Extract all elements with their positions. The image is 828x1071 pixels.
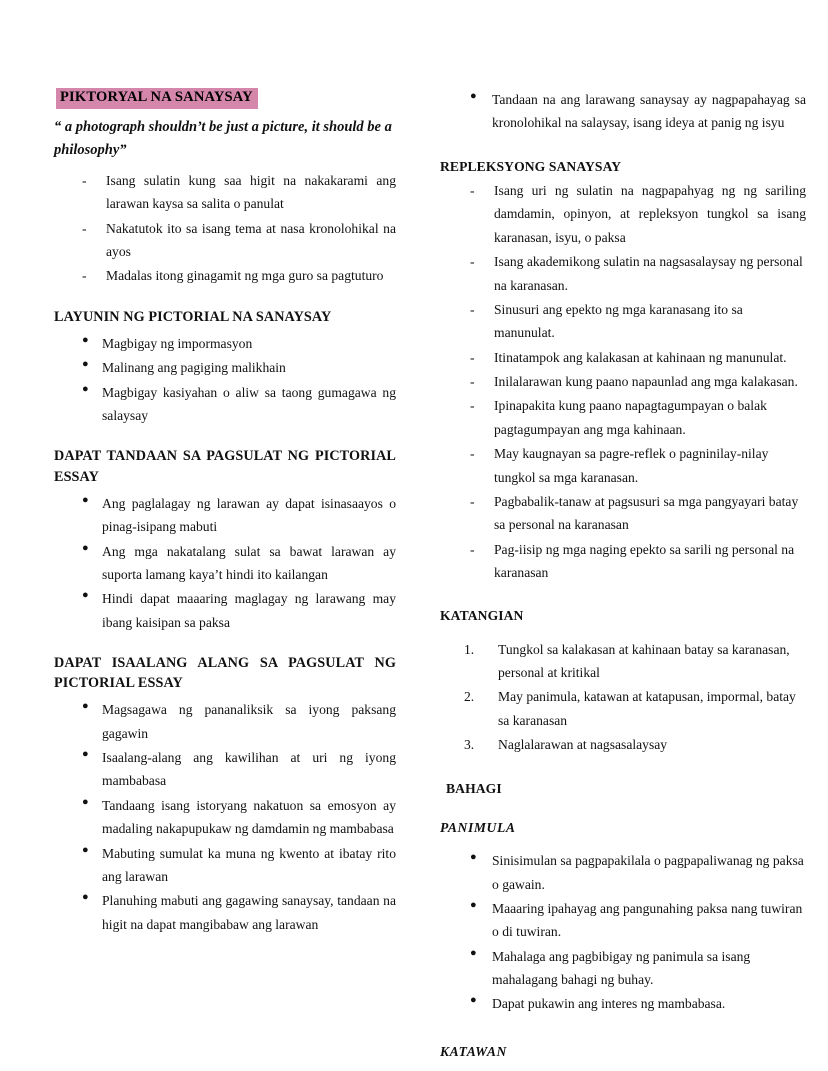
bullet-dot-icon: ● (82, 748, 89, 761)
list-item (54, 587, 396, 634)
bullet-dot-icon: ● (470, 994, 477, 1007)
layunin-bullet-list (54, 332, 396, 428)
dash-marker: - (470, 301, 475, 317)
katangian-numbered-list (440, 638, 806, 757)
list-item-text: Malinang ang pagiging malikhain (102, 360, 286, 376)
list-item (54, 381, 396, 428)
list-item (54, 842, 396, 889)
list-item (54, 492, 396, 539)
list-item-text: Mahalaga ang pagbibigay ng panimula sa isang mahalagang bahagi ng buhay. (492, 948, 751, 988)
bullet-dot-icon: ● (82, 333, 89, 346)
list-item-text: Nakatutok ito sa isang tema at nasa kronolohikal na ayos (106, 220, 396, 260)
list-item-text: Magsagawa ng pananaliksik sa iyong paksang gagawin (102, 702, 396, 741)
list-item-text: Isang akademikong sulatin na nagsasalaysay ng personal na karanasan. (494, 254, 803, 293)
bullet-dot-icon: ● (470, 946, 477, 959)
list-item-text: Ipinapakita kung paano napagtagumpayan o balak pagtagumpayan ang mga kahinaan. (494, 398, 767, 437)
bullet-dot-icon: ● (82, 541, 89, 554)
list-item-text: Tandaan na ang larawang sanaysay ay nagpapahayag sa kronolohikal na salaysay, isang ideya at panig ng isyu (492, 92, 806, 131)
bullet-dot-icon: ● (470, 90, 477, 102)
dash-marker: - (470, 349, 475, 365)
heading-dapat-tandaan: DAPAT TANDAAN SA PAGSULAT NG PICTORIAL ESSAY (54, 448, 396, 485)
list-item (440, 897, 806, 944)
dash-marker: - (470, 398, 475, 414)
dash-marker: - (470, 541, 475, 557)
repleksyong-dash-list (440, 179, 806, 584)
bullet-dot-icon: ● (82, 493, 89, 506)
list-item (54, 169, 396, 216)
list-item (440, 88, 806, 135)
dapat-tandaan-bullet-list (54, 492, 396, 634)
dash-marker: - (82, 268, 87, 284)
list-item-text: Isang uri ng sulatin na nagpapahyag ng ng sariling damdamin, opinyon, at repleksyon tungkol sa isang karanasan, isyu, o paksa (494, 183, 806, 245)
bullet-dot-icon: ● (470, 898, 477, 911)
list-item-text: Dapat pukawin ang interes ng mambabasa. (492, 996, 726, 1012)
list-item (54, 332, 396, 355)
list-item-text: Planuhing mabuti ang gagawing sanaysay, tandaan na higit na dapat mangibabaw ang larawan (102, 893, 396, 932)
heading-panimula: PANIMULA (440, 819, 516, 835)
list-item-text: Pag-iisip ng mga naging epekto sa sarili ng personal na karanasan (494, 541, 795, 581)
bullet-dot-icon: ● (470, 851, 477, 864)
page-title-highlighted: PIKTORYAL NA SANAYSAY (56, 88, 258, 109)
list-item-text: Hindi dapat maaaring maglagay ng larawang may ibang kaisipan sa paksa (102, 591, 396, 630)
list-item-text: Magbigay ng impormasyon (102, 335, 253, 351)
heading-katawan: KATAWAN (440, 1043, 507, 1059)
list-item-text: Ang paglalagay ng larawan ay dapat isinasaayos o pinag-isipang mabuti (102, 495, 396, 535)
list-item (440, 490, 806, 537)
epigraph-quote: “ a photograph shouldn’t be just a picture, it should be a philosophy” (54, 118, 392, 159)
list-item (54, 794, 396, 841)
top-bullet-list (440, 88, 806, 135)
dash-marker: - (470, 183, 475, 199)
right-column (414, 88, 828, 1064)
list-item-text: Isang sulatin kung saa higit na nakakarami ang larawan kaysa sa salita o panulat (106, 172, 396, 212)
list-item (54, 217, 396, 264)
list-item-text: Tungkol sa kalakasan at kahinaan batay sa karanasan, personal at kritikal (498, 641, 790, 681)
spacer (440, 840, 806, 849)
bullet-dot-icon: ● (82, 358, 89, 371)
dash-marker: - (470, 493, 475, 509)
list-item-text: Sinisimulan sa pagpapakilala o pagpapaliwanag ng paksa o gawain. (492, 853, 804, 892)
list-item (440, 442, 806, 489)
left-column (0, 88, 414, 1064)
heading-repleksyong-sanaysay: REPLEKSYONG SANAYSAY (440, 158, 622, 174)
list-item (440, 638, 806, 685)
intro-dash-list (54, 169, 396, 288)
panimula-bullet-list (440, 849, 806, 1016)
bullet-dot-icon: ● (82, 891, 89, 904)
dash-marker: - (82, 172, 87, 188)
list-item (440, 370, 806, 393)
dash-marker: - (82, 220, 87, 236)
list-item (440, 346, 806, 369)
heading-dapat-isaalang-alang: DAPAT ISAALANG ALANG SA PAGSULAT NG PICTORIAL ESSAY (54, 655, 396, 692)
dash-marker: - (470, 374, 475, 390)
bullet-dot-icon: ● (82, 589, 89, 602)
list-item-text: Maaaring ipahayag ang pangunahing paksa nang tuwiran o di tuwiran. (492, 900, 803, 940)
list-number: 2. (464, 689, 475, 705)
dash-marker: - (470, 446, 475, 462)
list-item (54, 540, 396, 587)
list-item-text: Tandaang isang istoryang nakatuon sa emosyon ay madaling nakapupukaw ng damdamin ng mambabasa (102, 797, 396, 837)
heading-layunin: LAYUNIN NG PICTORIAL NA SANAYSAY (54, 308, 332, 325)
list-item (54, 698, 396, 745)
list-item (440, 849, 806, 896)
list-number: 1. (464, 641, 475, 657)
dash-marker: - (470, 254, 475, 270)
bullet-dot-icon: ● (82, 795, 89, 808)
list-item (440, 992, 806, 1015)
dapat-isaalang-bullet-list (54, 698, 396, 936)
list-item (54, 889, 396, 936)
list-item (440, 179, 806, 249)
list-item-text: May kaugnayan sa pagre-reflek o pagninilay-nilay tungkol sa mga karanasan. (494, 446, 769, 485)
list-item-text: Pagbabalik-tanaw at pagsusuri sa mga pangyayari batay sa personal na karanasan (494, 493, 799, 533)
list-item (440, 945, 806, 992)
list-item-text: Naglalarawan at nagsasalaysay (498, 737, 668, 753)
list-item (54, 746, 396, 793)
list-item (440, 394, 806, 441)
bullet-dot-icon: ● (82, 382, 89, 395)
bullet-dot-icon: ● (82, 843, 89, 856)
two-column-body (0, 88, 828, 1064)
list-item-text: Magbigay kasiyahan o aliw sa taong gumagawa ng salaysay (102, 384, 396, 424)
list-item (54, 356, 396, 379)
list-item-text: Madalas itong ginagamit ng mga guro sa pagtuturo (106, 268, 384, 284)
list-item-text: Isaalang-alang ang kawilihan at uri ng iyong mambabasa (102, 750, 396, 789)
list-item-text: Mabuting sumulat ka muna ng kwento at ibatay rito ang larawan (102, 845, 396, 884)
list-number: 3. (464, 737, 475, 753)
bullet-dot-icon: ● (82, 700, 89, 713)
list-item (54, 264, 396, 287)
list-item (440, 538, 806, 585)
heading-katangian: KATANGIAN (440, 608, 524, 624)
list-item (440, 685, 806, 732)
list-item-text: Itinatampok ang kalakasan at kahinaan ng manunulat. (494, 349, 787, 365)
list-item (440, 298, 806, 345)
list-item-text: May panimula, katawan at katapusan, impormal, batay sa karanasan (498, 689, 796, 728)
list-item-text: Ang mga nakatalang sulat sa bawat larawan ay suporta lamang kaya’t hindi ito kailangan (102, 543, 396, 582)
list-item (440, 733, 806, 756)
spacer (440, 629, 806, 638)
list-item-text: Sinusuri ang epekto ng mga karanasang ito sa manunulat. (494, 301, 743, 341)
heading-bahagi: BAHAGI (446, 780, 502, 796)
list-item (440, 250, 806, 297)
list-item-text: Inilalarawan kung paano napaunlad ang mga kalakasan. (494, 374, 798, 390)
